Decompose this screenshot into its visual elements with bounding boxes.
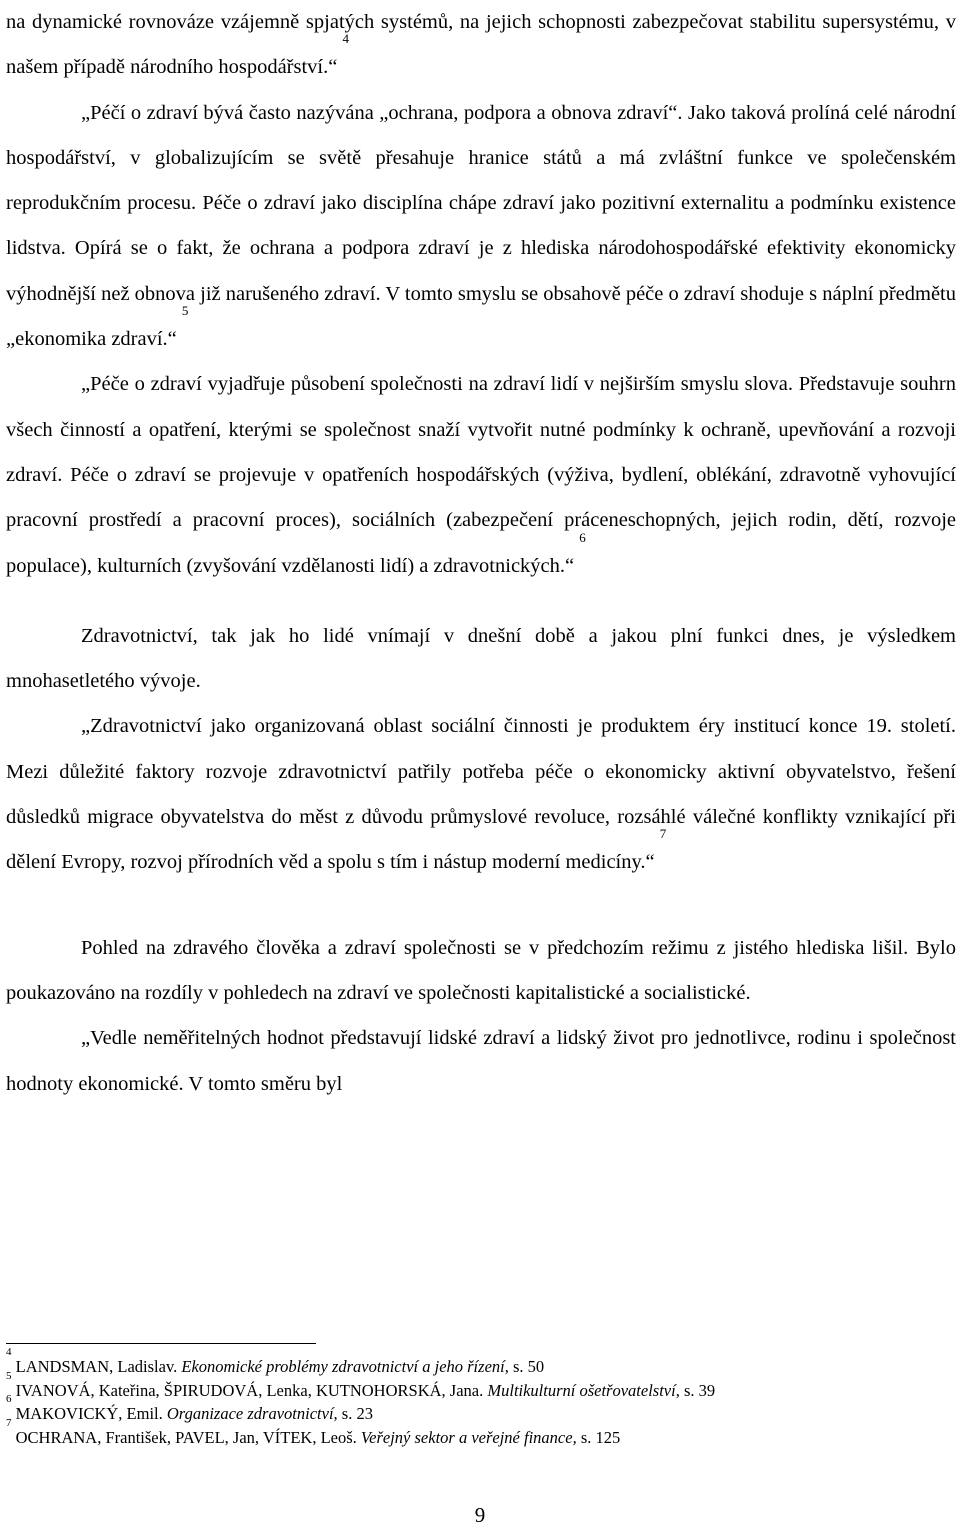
body-text [6,0,956,1107]
footnote-author: IVANOVÁ, Kateřina, ŠPIRUDOVÁ, Lenka, KUTNOHORSKÁ, Jana. [15,1380,488,1400]
paragraph-6 [6,926,956,1017]
footnote-page: , s. 23 [333,1404,373,1423]
paragraph-1 [6,0,956,91]
footnote-page: , s. 50 [504,1357,545,1376]
paragraph-2 [6,91,956,363]
paragraph-7 [6,1016,956,1107]
paragraph-text: „Péče o zdraví vyjadřuje působení společnosti na zdraví lidí v nejširším smyslu slova. Představuje souhrn všech činností a opatření, kterými se společnost snaží vytvořit nutné podmínky k ochraně, upevňování a rozvoji zdraví. Péče o zdraví se projevuje v opatřeních hospodářských (výživa, bydlení, oblékání, zdravotně vyhovující pracovní prostředí a pracovní proces), sociálních (zabezpečení práceneschopných, jejich rodin, dětí, rozvoje populace), kulturních (zvyšování vzdělanosti lidí) a zdravotnických.“ [6,373,956,577]
footnote-number: 6 [6,1393,12,1405]
footnote-4 [6,1346,956,1379]
footnote-title: Multikulturní ošetřovatelství [487,1380,676,1400]
footnote-5 [6,1369,956,1403]
paragraph-text: „Péčí o zdraví bývá často nazývána „ochrana, podpora a obnova zdraví“. Jako taková prolíná celé národní hospodářství, v globalizujícím se světě přesahuje hranice států a má zvláštní funkce ve společenském reprodukčním procesu. Péče o zdraví jako disciplína chápe zdraví jako pozitivní externalitu a podmínku existence lidstva. Opírá se o fakt, že ochrana a podpora zdraví je z hlediska národohospodářské efektivity ekonomicky výhodnější než obnova již narušeného zdraví. V tomto smyslu se obsahově péče o zdraví shoduje s náplní předmětu „ekonomika zdraví.“ [6,101,956,351]
footnote-author: MAKOVICKÝ, Emil. [15,1404,167,1423]
footnote-6 [6,1393,956,1426]
paragraph-text: „Vedle neměřitelných hodnot představují lidské zdraví a lidský život pro jednotlivce, rodinu i společnost hodnoty ekonomické. V tomto směru byl [6,1027,956,1095]
footnote-number: 4 [6,1346,12,1358]
paragraph-5 [6,704,956,885]
footnote-page: s. 125 [576,1427,621,1447]
footnote-7 [6,1416,956,1450]
footnote-page: , s. 39 [675,1380,716,1400]
footnote-ref[interactable]: 5 [181,303,189,319]
paragraph-4 [6,614,956,705]
footnote-ref[interactable]: 6 [579,529,586,545]
footnote-title: Veřejný sektor a veřejné finance, [360,1427,577,1447]
footnote-separator [6,1343,316,1344]
footnote-number: 5 [6,1369,12,1382]
footnote-ref[interactable]: 4 [342,31,349,47]
footnote-author: LANDSMAN, Ladislav. [15,1357,182,1376]
paragraph-text: na dynamické rovnováze vzájemně spjatých systémů, na jejich schopnosti zabezpečovat stabilitu supersystému, v našem případě národního hospodářství.“ [6,11,956,79]
paragraph-text: Zdravotnictví, tak jak ho lidé vnímají v dnešní době a jakou plní funkci dnes, je výsledkem mnohasetletého vývoje. [6,624,956,693]
paragraph-text: Pohled na zdravého člověka a zdraví společnosti se v předchozím režimu z jistého hlediska lišil. Bylo poukazováno na rozdíly v pohledech na zdraví ve společnosti kapitalistické a socialistické. [6,936,956,1004]
footnote-ref[interactable]: 7 [659,826,667,842]
footnote-title: Ekonomické problémy zdravotnictví a jeho řízení [181,1357,505,1376]
footnote-number: 7 [6,1416,12,1429]
paragraph-3 [6,362,956,588]
footnote-title: Organizace zdravotnictví [166,1404,334,1423]
footnote-author: OCHRANA, František, PAVEL, Jan, VÍTEK, Leoš. [15,1427,361,1447]
footnotes [6,1346,956,1449]
paragraph-text: „Zdravotnictví jako organizovaná oblast sociální činnosti je produktem éry institucí konce 19. století. Mezi důležité faktory rozvoje zdravotnictví patřily potřeba péče o ekonomicky aktivní obyvatelstvo, řešení důsledků migrace obyvatelstva do měst z důvodu průmyslové revoluce, rozsáhlé válečné konflikty vznikající při dělení Evropy, rozvoj přírodních věd a spolu s tím i nástup moderní medicíny.“ [6,715,956,874]
page-number: 9 [474,1503,486,1527]
